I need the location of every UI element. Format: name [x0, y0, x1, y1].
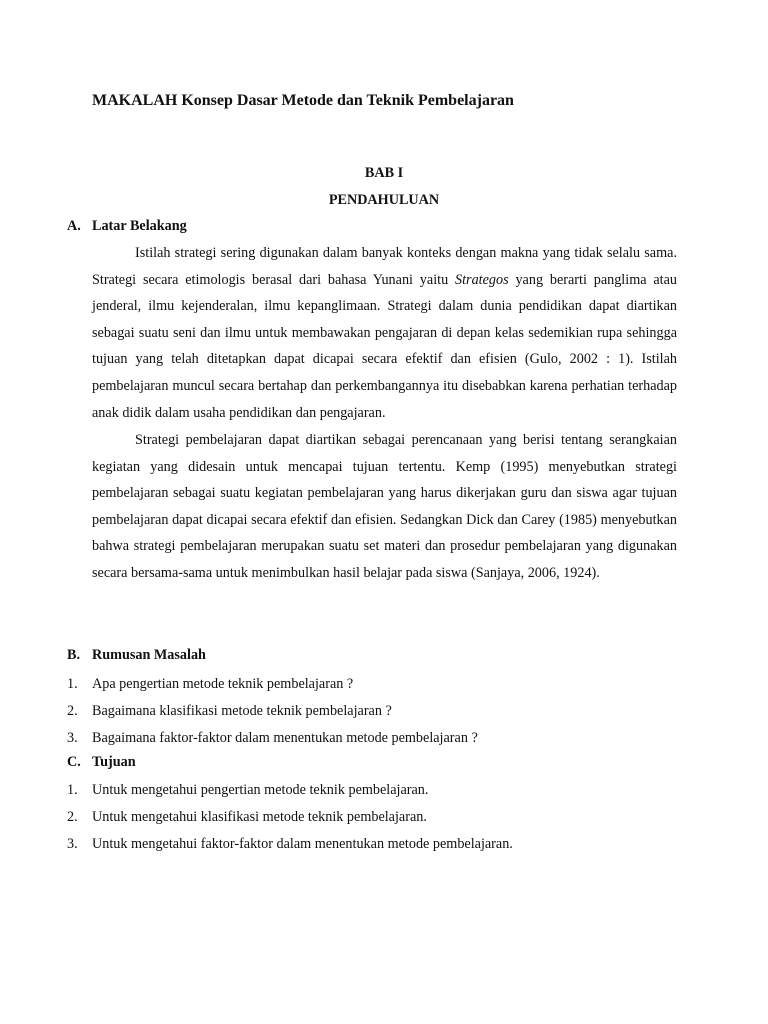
list-text: Bagaimana faktor-faktor dalam menentukan metode pembelajaran ?: [92, 729, 478, 746]
list-number: 1.: [67, 782, 78, 798]
section-title: Rumusan Masalah: [92, 647, 206, 663]
list-item: [67, 780, 513, 807]
paragraph-1-italic-term: Strategos: [455, 271, 509, 288]
list-text: Bagaimana klasifikasi metode teknik pembelajaran ?: [92, 702, 392, 719]
section-marker: A.: [67, 218, 81, 234]
section-b-heading: [67, 647, 206, 664]
paragraph-2-text: Strategi pembelajaran dapat diartikan sebagai perencanaan yang berisi tentang serangkaian kegiatan yang didesain untuk mencapai tujuan tertentu. Kemp (1995) menyebutkan strategi pembelajaran sebagai suatu kegiatan pembelajaran yang harus dikerjakan guru dan siswa agar tujuan pembelajaran dapat dicapai secara efektif dan efisien. Sedangkan Dick dan Carey (1985) menyebutkan bahwa strategi pembelajaran merupakan suatu set materi dan prosedur pembelajaran yang digunakan secara bersama-sama untuk menimbulkan hasil belajar pada siswa (Sanjaya, 2006, 1924).: [92, 432, 677, 581]
paragraph-1: [92, 240, 677, 426]
paragraph-2: [92, 427, 677, 587]
section-title: Tujuan: [92, 754, 136, 770]
list-text: Apa pengertian metode teknik pembelajaran ?: [92, 676, 354, 692]
list-text: Untuk mengetahui faktor-faktor dalam menentukan metode pembelajaran.: [92, 835, 513, 852]
problem-list: [67, 674, 478, 754]
list-item: [67, 674, 478, 701]
list-item: [67, 834, 513, 861]
section-a-heading: [67, 218, 187, 235]
paragraph-1-part-2: yang berarti panglima atau jenderal, ilmu kejenderalan, ilmu kepanglimaan. Strategi dalam dunia pendidikan dapat diartikan sebagai suatu seni dan ilmu untuk membawakan pengajaran di depan kelas sedemikian rupa sehingga tujuan yang telah ditetapkan dapat dicapai secara efektif dan efisien (Gulo, 2002 : 1). Istilah pembelajaran muncul secara bertahap dan perkembangannya itu disebabkan karena perhatian terhadap anak didik dalam usaha pendidikan dan pengajaran.: [92, 271, 677, 421]
list-number: 2.: [67, 808, 78, 825]
paragraph-1-part-1: Istilah strategi sering digunakan dalam banyak konteks dengan makna yang tidak selalu sama. Strategi secara etimologis berasal dari bahasa Yunani yaitu: [92, 245, 677, 288]
document-title: MAKALAH Konsep Dasar Metode dan Teknik Pembelajaran: [92, 92, 514, 109]
section-marker: B.: [67, 647, 81, 663]
list-item: [67, 728, 478, 755]
list-number: 2.: [67, 702, 78, 719]
list-item: [67, 807, 513, 834]
section-c-heading: [67, 754, 136, 771]
list-number: 3.: [67, 729, 78, 746]
list-text: Untuk mengetahui pengertian metode teknik pembelajaran.: [92, 782, 429, 798]
section-title: Latar Belakang: [92, 218, 187, 234]
list-item: [67, 701, 478, 728]
chapter-title: PENDAHULUAN: [328, 192, 440, 208]
chapter-number: BAB I: [364, 165, 404, 181]
list-number: 3.: [67, 835, 78, 852]
list-number: 1.: [67, 676, 78, 692]
section-marker: C.: [67, 754, 81, 770]
list-text: Untuk mengetahui klasifikasi metode teknik pembelajaran.: [92, 808, 427, 825]
goal-list: [67, 780, 513, 860]
